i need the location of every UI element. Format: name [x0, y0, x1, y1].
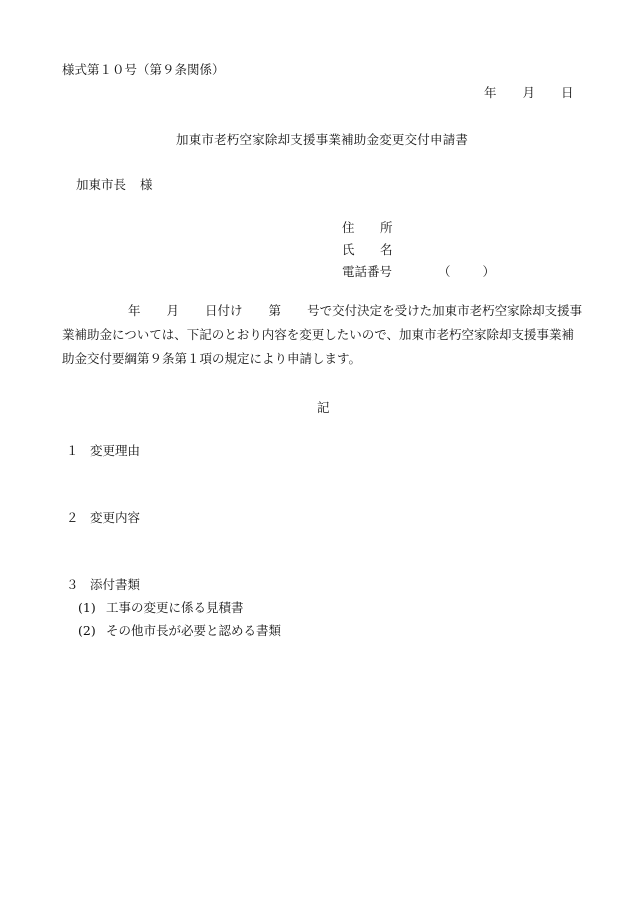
item-label: 変更内容 — [90, 510, 141, 525]
addressee-name: 加東市長 — [76, 177, 127, 192]
address-label-2: 所 — [380, 220, 393, 235]
applicant-phone-row — [342, 266, 495, 279]
sub-item-label: 工事の変更に係る見積書 — [106, 600, 244, 615]
addressee-honorific: 様 — [140, 177, 153, 192]
item-change-reason — [66, 445, 140, 458]
item-number: ２ — [66, 510, 79, 525]
item-label: 変更理由 — [90, 443, 141, 458]
item-number: ３ — [66, 577, 79, 592]
date-day-label: 日 — [561, 85, 574, 100]
name-label-2: 名 — [380, 242, 393, 257]
attachment-other — [78, 625, 281, 638]
form-number: 様式第１０号（第９条関係） — [62, 62, 225, 77]
body-line-1-rest: 号で交付決定を受けた加東市老朽空家除却支援事 — [307, 303, 583, 318]
body-month-label: 月 — [166, 303, 180, 318]
body-day-label: 日付け — [205, 303, 243, 318]
body-year-label: 年 — [128, 303, 141, 318]
body-line-2: 業補助金については、下記のとおり内容を変更したいので、加東市老朽空家除却支援事業補 — [62, 327, 575, 342]
phone-paren-close: ） — [482, 264, 496, 279]
sub-item-label: その他市長が必要と認める書類 — [106, 623, 282, 638]
phone-label: 電話番号 — [342, 264, 393, 279]
item-label: 添付書類 — [90, 577, 141, 592]
date-line — [484, 87, 574, 100]
application-body — [62, 299, 602, 371]
applicant-address-row — [342, 222, 393, 235]
sub-item-number: (1) — [78, 600, 96, 615]
address-label-1: 住 — [342, 220, 355, 235]
item-attachments — [66, 579, 140, 592]
item-number: １ — [66, 443, 79, 458]
date-month-label: 月 — [522, 85, 536, 100]
phone-paren-open: （ — [438, 264, 451, 279]
addressee — [76, 179, 153, 192]
name-label-1: 氏 — [342, 242, 355, 257]
body-line-3: 助金交付要綱第９条第１項の規定により申請します。 — [62, 351, 362, 366]
applicant-name-row — [342, 244, 393, 257]
attachment-estimate — [78, 602, 244, 615]
body-dai-label: 第 — [268, 303, 282, 318]
ki-heading: 記 — [317, 400, 330, 415]
date-year-label: 年 — [484, 85, 497, 100]
document-title: 加東市老朽空家除却支援事業補助金変更交付申請書 — [176, 132, 469, 147]
body-line-1 — [62, 299, 602, 323]
item-change-content — [66, 512, 140, 525]
sub-item-number: (2) — [78, 623, 96, 638]
